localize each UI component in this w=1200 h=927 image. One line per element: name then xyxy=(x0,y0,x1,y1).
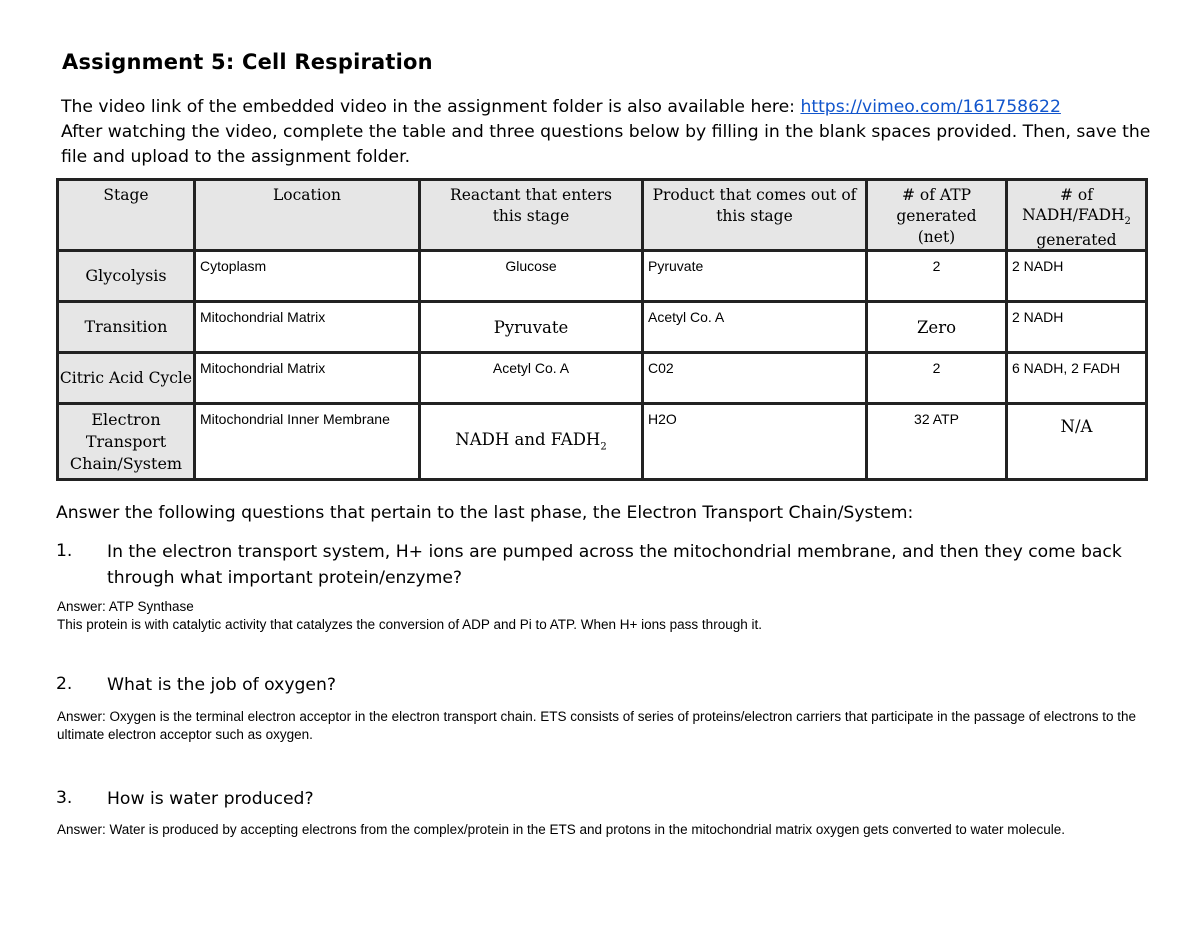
reactant-cell[interactable]: Acetyl Co. A xyxy=(420,353,643,404)
reactant-cell[interactable]: Pyruvate xyxy=(420,302,643,353)
product-cell[interactable]: Pyruvate xyxy=(643,251,867,302)
table-row xyxy=(58,404,1147,480)
answer-field[interactable]: Answer: ATP Synthase This protein is with catalytic activity that catalyzes the conversion of ADP and Pi to ATP. When H+ ions pass through it. xyxy=(57,599,762,632)
question-number: 1. xyxy=(56,541,73,561)
location-cell[interactable]: Cytoplasm xyxy=(195,251,420,302)
nadh-cell[interactable]: 2 NADH xyxy=(1007,302,1147,353)
location-cell[interactable]: Mitochondrial Inner Membrane xyxy=(195,404,420,480)
stage-cell: Electron Transport Chain/System xyxy=(58,404,195,480)
question-number: 2. xyxy=(56,674,73,694)
atp-cell[interactable]: 2 xyxy=(867,353,1007,404)
question-number: 3. xyxy=(56,788,73,808)
reactant-cell[interactable]: Glucose xyxy=(420,251,643,302)
header-stage: Stage xyxy=(58,180,195,251)
nadh-cell[interactable]: N/A xyxy=(1007,404,1147,480)
video-link[interactable]: https://vimeo.com/161758622 xyxy=(800,97,1061,117)
product-cell[interactable]: Acetyl Co. A xyxy=(643,302,867,353)
atp-cell[interactable]: 2 xyxy=(867,251,1007,302)
question-text: In the electron transport system, H+ ions are pumped across the mitochondrial membrane, and then they come back through what important protein/enzyme? xyxy=(107,542,1122,588)
stage-cell: Citric Acid Cycle xyxy=(58,353,195,404)
location-cell[interactable]: Mitochondrial Matrix xyxy=(195,353,420,404)
respiration-table xyxy=(56,178,1148,481)
nadh-cell[interactable]: 6 NADH, 2 FADH xyxy=(1007,353,1147,404)
intro-paragraph xyxy=(61,95,1151,170)
table-row xyxy=(58,251,1147,302)
question-text: What is the job of oxygen? xyxy=(107,675,337,695)
instructions-text: After watching the video, complete the table and three questions below by filling in the blank spaces provided. Then, save the file and upload to the assignment folder. xyxy=(61,122,1151,167)
table-row xyxy=(58,353,1147,404)
product-cell[interactable]: H2O xyxy=(643,404,867,480)
reactant-cell[interactable]: NADH and $FADH_2$ xyxy=(420,404,643,480)
header-location: Location xyxy=(195,180,420,251)
page-title: Assignment 5: Cell Respiration xyxy=(62,50,433,74)
header-nadh: # of NADH/$FADH_2$ generated xyxy=(1007,180,1147,251)
table-header-row xyxy=(58,180,1147,251)
atp-cell[interactable]: 32 ATP xyxy=(867,404,1007,480)
product-cell[interactable]: C02 xyxy=(643,353,867,404)
intro-text: The video link of the embedded video in the assignment folder is also available here: xyxy=(61,97,801,117)
table-row xyxy=(58,302,1147,353)
location-cell[interactable]: Mitochondrial Matrix xyxy=(195,302,420,353)
questions-heading: Answer the following questions that pertain to the last phase, the Electron Transport Chain/System: xyxy=(56,503,914,523)
header-reactant: Reactant that enters this stage xyxy=(420,180,643,251)
header-atp: # of ATP generated (net) xyxy=(867,180,1007,251)
answer-field[interactable]: Answer: Oxygen is the terminal electron acceptor in the electron transport chain. ETS consists of series of proteins/electron carriers that participate in the passage of electrons to the ultimate electron acceptor such as oxygen. xyxy=(57,709,1137,742)
atp-cell[interactable]: Zero xyxy=(867,302,1007,353)
answer-field[interactable]: Answer: Water is produced by accepting electrons from the complex/protein in the ETS and protons in the mitochondrial matrix oxygen gets converted to water molecule. xyxy=(57,822,1065,837)
question-text: How is water produced? xyxy=(107,789,314,809)
nadh-cell[interactable]: 2 NADH xyxy=(1007,251,1147,302)
stage-cell: Transition xyxy=(58,302,195,353)
stage-cell: Glycolysis xyxy=(58,251,195,302)
header-product: Product that comes out of this stage xyxy=(643,180,867,251)
